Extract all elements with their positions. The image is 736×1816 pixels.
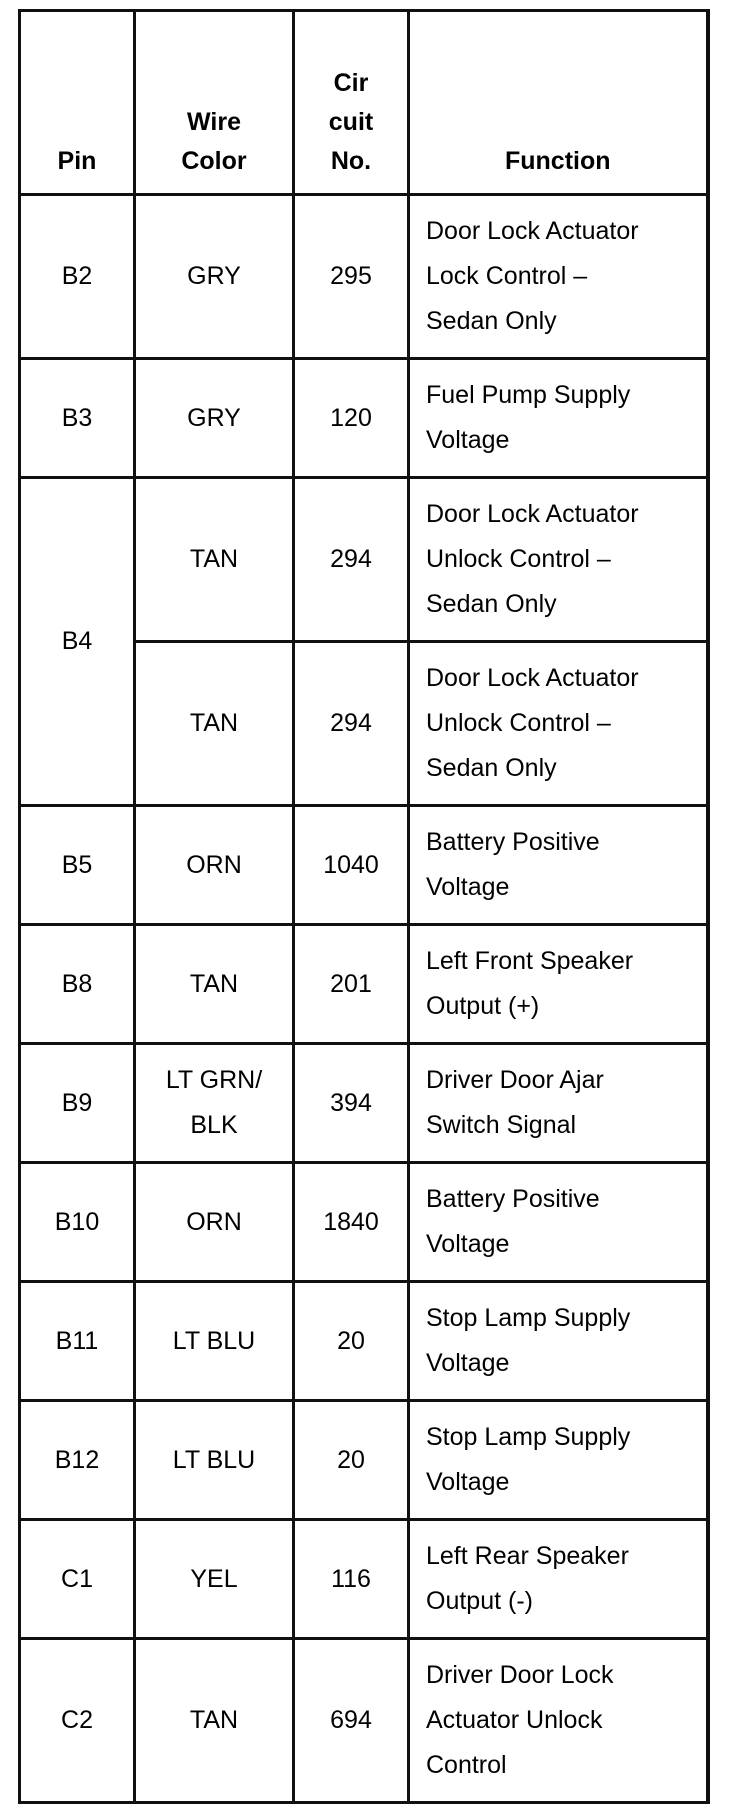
circuit-number-cell: 116 xyxy=(294,1520,409,1639)
wire-color-cell: TAN xyxy=(135,478,294,642)
pin-cell: B12 xyxy=(20,1401,135,1520)
wire-color-cell: TAN xyxy=(135,1639,294,1803)
function-cell: Battery Positive Voltage xyxy=(409,1163,708,1282)
function-cell: Driver Door Ajar Switch Signal xyxy=(409,1044,708,1163)
circuit-number-cell: 295 xyxy=(294,195,409,359)
header-circuit-no: Cir cuit No. xyxy=(294,11,409,195)
function-cell: Left Rear Speaker Output (-) xyxy=(409,1520,708,1639)
circuit-number-cell: 1840 xyxy=(294,1163,409,1282)
header-function: Function xyxy=(409,11,708,195)
table-row xyxy=(20,925,708,1044)
function-cell: Fuel Pump Supply Voltage xyxy=(409,359,708,478)
pin-cell: B4 xyxy=(20,478,135,806)
header-row xyxy=(20,11,708,195)
wire-color-cell: GRY xyxy=(135,359,294,478)
wire-color-cell: LT GRN/ BLK xyxy=(135,1044,294,1163)
pin-cell: B3 xyxy=(20,359,135,478)
wire-color-cell: TAN xyxy=(135,925,294,1044)
pin-cell: B9 xyxy=(20,1044,135,1163)
function-cell: Left Front Speaker Output (+) xyxy=(409,925,708,1044)
function-cell: Stop Lamp Supply Voltage xyxy=(409,1401,708,1520)
pin-cell: B10 xyxy=(20,1163,135,1282)
wire-color-cell: YEL xyxy=(135,1520,294,1639)
circuit-number-cell: 20 xyxy=(294,1401,409,1520)
table-row xyxy=(20,1163,708,1282)
table-row xyxy=(20,806,708,925)
table-row xyxy=(20,1520,708,1639)
pin-cell: C1 xyxy=(20,1520,135,1639)
function-cell: Driver Door Lock Actuator Unlock Control xyxy=(409,1639,708,1803)
pin-cell: B11 xyxy=(20,1282,135,1401)
pin-cell: C2 xyxy=(20,1639,135,1803)
wire-color-cell: GRY xyxy=(135,195,294,359)
wire-color-cell: TAN xyxy=(135,642,294,806)
circuit-number-cell: 20 xyxy=(294,1282,409,1401)
function-cell: Stop Lamp Supply Voltage xyxy=(409,1282,708,1401)
header-pin: Pin xyxy=(20,11,135,195)
pin-cell: B8 xyxy=(20,925,135,1044)
circuit-number-cell: 694 xyxy=(294,1639,409,1803)
table-row xyxy=(20,1044,708,1163)
function-cell: Battery Positive Voltage xyxy=(409,806,708,925)
wire-color-cell: ORN xyxy=(135,1163,294,1282)
table-row xyxy=(20,1401,708,1520)
pin-cell: B5 xyxy=(20,806,135,925)
header-wire-color: Wire Color xyxy=(135,11,294,195)
circuit-number-cell: 394 xyxy=(294,1044,409,1163)
wire-color-cell: LT BLU xyxy=(135,1282,294,1401)
circuit-number-cell: 294 xyxy=(294,478,409,642)
connector-pinout-table xyxy=(18,9,710,1804)
table-row xyxy=(20,195,708,359)
circuit-number-cell: 294 xyxy=(294,642,409,806)
table-row xyxy=(20,359,708,478)
circuit-number-cell: 201 xyxy=(294,925,409,1044)
pin-cell: B2 xyxy=(20,195,135,359)
table-row xyxy=(20,1639,708,1803)
wire-color-cell: LT BLU xyxy=(135,1401,294,1520)
function-cell: Door Lock Actuator Unlock Control – Sedan Only xyxy=(409,642,708,806)
function-cell: Door Lock Actuator Unlock Control – Sedan Only xyxy=(409,478,708,642)
function-cell: Door Lock Actuator Lock Control – Sedan Only xyxy=(409,195,708,359)
circuit-number-cell: 120 xyxy=(294,359,409,478)
circuit-number-cell: 1040 xyxy=(294,806,409,925)
table-row xyxy=(20,1282,708,1401)
table-row xyxy=(20,478,708,642)
wire-color-cell: ORN xyxy=(135,806,294,925)
